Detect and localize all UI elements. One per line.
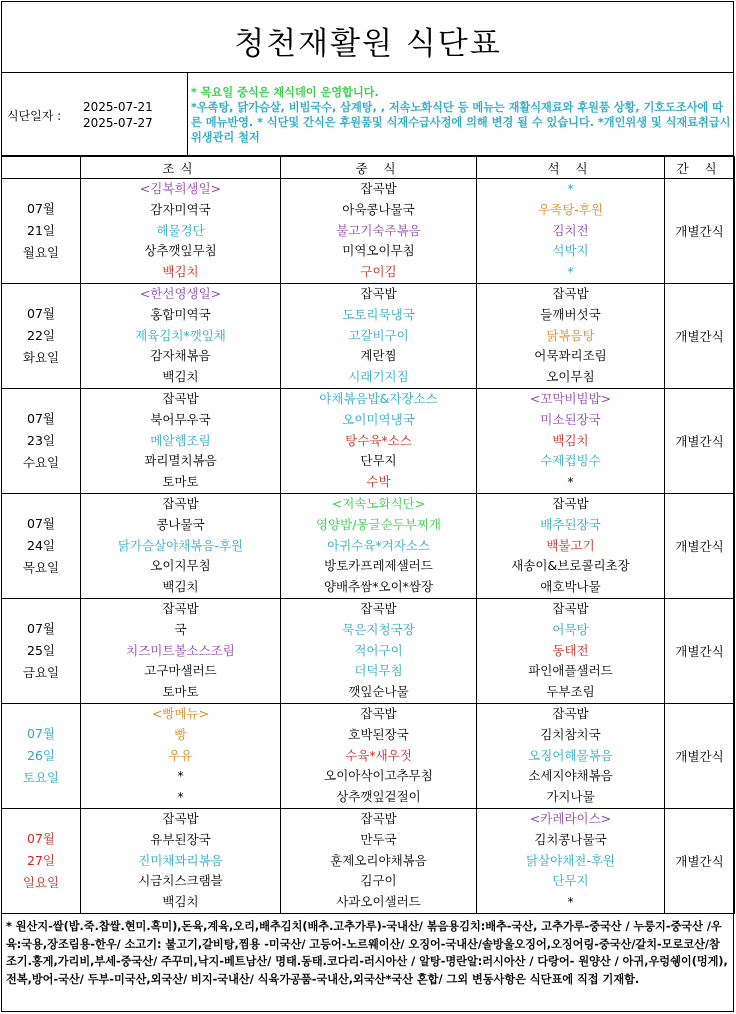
date-cell: [2, 284, 81, 389]
menu-item: *: [567, 474, 574, 490]
date-weekday: 토요일: [22, 770, 60, 785]
menu-item: 애호박나물: [540, 579, 601, 595]
menu-item: 만두국: [360, 831, 397, 847]
date-cell: [2, 809, 81, 914]
menu-item: 제육김치*깻잎채: [135, 327, 226, 343]
menu-item: 잡곡밥: [360, 811, 397, 826]
menu-item: 훈제오리야채볶음: [330, 852, 427, 868]
menu-item: 고구마샐러드: [144, 663, 217, 679]
menu-item: 영양밥/몽글순두부찌개: [316, 516, 441, 532]
menu-item: 아귀수육*겨자소스: [327, 537, 430, 553]
column-header-snack: 간 식: [665, 157, 735, 179]
menu-item: 적어구이: [354, 642, 403, 658]
menu-item: 사과오이샐러드: [336, 894, 421, 910]
date-cell: [2, 179, 81, 284]
menu-item: 파인애플샐러드: [528, 663, 613, 679]
menu-item: <김복희생일>: [139, 181, 222, 196]
menu-item: 잡곡밥: [162, 601, 199, 616]
date-day: 27일: [27, 853, 55, 868]
menu-item: 시금치스크램블: [138, 873, 223, 889]
menu-item: <저속노화식단>: [331, 496, 426, 511]
menu-item: 고갈비구이: [348, 327, 409, 343]
menu-item: 김치전: [552, 222, 589, 238]
menu-item: 홍합미역국: [150, 306, 211, 322]
menu-item: 시래기지짐: [348, 369, 409, 385]
date-day: 21일: [27, 223, 55, 238]
menu-item: 우족탕-후원: [538, 201, 603, 217]
header-notes: [191, 85, 731, 145]
date-day: 23일: [27, 433, 55, 448]
menu-item: *: [567, 894, 574, 910]
dinner-cell: [477, 599, 665, 704]
menu-item: 양배추쌈*오이*쌈장: [323, 579, 434, 595]
lunch-cell: [281, 389, 477, 494]
date-day: 25일: [27, 643, 55, 658]
day-row: [2, 494, 735, 599]
menu-item: 묵은지청국장: [342, 621, 415, 637]
date-cell: [2, 599, 81, 704]
menu-item: 가지나물: [546, 789, 595, 805]
lunch-cell: [281, 599, 477, 704]
lunch-cell: [281, 704, 477, 809]
menu-item: 진미채꽈리볶음: [138, 852, 223, 868]
snack-cell: 개별간식: [665, 284, 735, 389]
column-header-dinner: 석 식: [477, 157, 665, 179]
menu-item: 꽈리멸치볶음: [144, 453, 217, 469]
menu-item: 석박지: [552, 243, 589, 259]
menu-item: 메알햄조림: [150, 432, 211, 448]
menu-item: 잡곡밥: [360, 601, 397, 616]
period-label: 식단일자 :: [7, 109, 62, 123]
date-month: 07월: [27, 201, 55, 216]
lunch-cell: [281, 284, 477, 389]
menu-item: 미역오이무침: [342, 243, 415, 259]
date-weekday: 목요일: [22, 560, 60, 575]
dinner-cell: [477, 179, 665, 284]
header-panel: [1, 72, 734, 156]
menu-item: 닭살야채전-후원: [525, 852, 616, 868]
menu-item: 새송이&브로콜리초장: [511, 558, 630, 574]
menu-item: 백김치: [162, 369, 199, 385]
menu-item: 토마토: [162, 474, 199, 490]
date-month: 07월: [27, 831, 55, 846]
dinner-cell: [477, 809, 665, 914]
day-row: [2, 599, 735, 704]
menu-item: 해물경단: [156, 222, 205, 238]
menu-item: 깻잎순나물: [348, 684, 409, 700]
column-header-lunch: 중 식: [281, 157, 477, 179]
menu-item: *: [177, 768, 184, 784]
note-menu-policy: [191, 100, 731, 145]
menu-item: 더덕무침: [354, 663, 403, 679]
menu-item: 도토리묵냉국: [342, 306, 415, 322]
dinner-cell: [477, 389, 665, 494]
day-row: [2, 704, 735, 809]
breakfast-cell: [81, 389, 281, 494]
date-month: 07월: [27, 516, 55, 531]
menu-table: [1, 156, 735, 914]
date-weekday: 화요일: [22, 350, 60, 365]
page-title: 청천재활원 식단표: [234, 26, 502, 62]
lunch-cell: [281, 494, 477, 599]
menu-item: 잡곡밥: [162, 391, 199, 406]
menu-body: [2, 179, 735, 914]
menu-item: 국: [174, 621, 187, 637]
breakfast-cell: [81, 704, 281, 809]
menu-item: 상추깻잎겉절이: [336, 789, 421, 805]
menu-item: 구이김: [360, 264, 397, 280]
menu-item: 불고기숙주볶음: [336, 222, 421, 238]
dinner-cell: [477, 494, 665, 599]
date-weekday: 일요일: [22, 875, 60, 890]
date-cell: [2, 389, 81, 494]
menu-item: 오이미역냉국: [342, 411, 415, 427]
menu-item: 백김치: [552, 432, 589, 448]
date-month: 07월: [27, 306, 55, 321]
menu-item: 탕수육*소스: [345, 432, 412, 448]
date-weekday: 금요일: [22, 665, 60, 680]
menu-item: 백김치: [162, 894, 199, 910]
menu-item: 백김치: [162, 579, 199, 595]
menu-item: 오이지무침: [150, 558, 211, 574]
menu-item: <카레라이스>: [529, 811, 612, 826]
menu-item: 잡곡밥: [162, 811, 199, 826]
breakfast-cell: [81, 494, 281, 599]
date-month: 07월: [27, 411, 55, 426]
note-change-notice: 상황, 기호도조사에 따른 메뉴반영. * 식단및 간식은 후원품및 식재수급사정에 의해 변경 될 수 있습니다. *개인위생 및 식재료취급시 위생관리 철저: [191, 101, 731, 144]
menu-item: 오이무침: [546, 369, 595, 385]
menu-item: 빵: [174, 726, 187, 742]
menu-item: 수박: [366, 474, 391, 490]
menu-item: 콩나물국: [156, 516, 205, 532]
date-from: 2025-07-21: [83, 100, 153, 114]
menu-item: *: [567, 181, 574, 196]
menu-item: 잡곡밥: [162, 496, 199, 511]
date-weekday: 월요일: [22, 245, 60, 260]
menu-item: 오징어해물볶음: [528, 747, 613, 763]
date-to: 2025-07-27: [83, 116, 153, 130]
menu-item: 배추된장국: [540, 516, 601, 532]
menu-item: <빵메뉴>: [151, 706, 210, 721]
snack-cell: 개별간식: [665, 389, 735, 494]
snack-cell: 개별간식: [665, 599, 735, 704]
day-row: [2, 179, 735, 284]
date-month: 07월: [27, 726, 55, 741]
menu-item: 미소된장국: [540, 411, 601, 427]
note-menu-policy-text: *우족탕, 닭가슴살, 비빔국수, 삼계탕, , 저속노화식단 등 메뉴는 재활식재료와 후원품: [191, 101, 610, 114]
snack-cell: 개별간식: [665, 809, 735, 914]
menu-item: 잡곡밥: [360, 706, 397, 721]
menu-item: 두부조림: [546, 684, 595, 700]
menu-item: 감자미역국: [150, 201, 211, 217]
snack-cell: 개별간식: [665, 179, 735, 284]
menu-item: 상추깻잎무침: [144, 243, 217, 259]
menu-item: 수육*새우젓: [345, 747, 412, 763]
menu-item: 닭볶음탕: [546, 327, 595, 343]
menu-item: 잡곡밥: [360, 181, 397, 196]
menu-item: 닭가슴살야채볶음-후원: [117, 537, 244, 553]
day-row: [2, 284, 735, 389]
breakfast-cell: [81, 599, 281, 704]
menu-item: 북어무우국: [150, 411, 211, 427]
menu-item: 동태전: [552, 642, 589, 658]
menu-item: 치즈미트볼소스조림: [126, 642, 235, 658]
day-row: [2, 809, 735, 914]
date-day: 24일: [27, 538, 55, 553]
date-cell: [2, 704, 81, 809]
menu-item: 잡곡밥: [552, 286, 589, 301]
date-cell: [2, 494, 81, 599]
menu-item: 잡곡밥: [552, 496, 589, 511]
menu-item: *: [567, 264, 574, 280]
menu-item: 토마토: [162, 684, 199, 700]
menu-item: <한선영생일>: [139, 286, 222, 301]
menu-item: 호박된장국: [348, 726, 409, 742]
menu-item: 소세지야채볶음: [528, 768, 613, 784]
date-day: 22일: [27, 328, 55, 343]
lunch-cell: [281, 179, 477, 284]
snack-cell: 개별간식: [665, 494, 735, 599]
breakfast-cell: [81, 809, 281, 914]
dinner-cell: [477, 704, 665, 809]
dinner-cell: [477, 284, 665, 389]
menu-item: 들깨버섯국: [540, 306, 601, 322]
menu-item: 아욱콩나물국: [342, 201, 415, 217]
column-header-row: [2, 157, 735, 179]
menu-item: 백김치: [162, 264, 199, 280]
menu-item: 백불고기: [546, 537, 595, 553]
menu-item: 단무지: [552, 873, 589, 889]
date-month: 07월: [27, 621, 55, 636]
menu-item: *: [177, 789, 184, 805]
breakfast-cell: [81, 284, 281, 389]
column-header-breakfast: 조식: [81, 157, 281, 179]
snack-cell: 개별간식: [665, 704, 735, 809]
header-divider: [187, 73, 188, 156]
menu-item: 김치콩나물국: [534, 831, 607, 847]
menu-item: 김구이: [360, 873, 397, 889]
menu-item: 유부된장국: [150, 831, 211, 847]
menu-item: <꼬막비빔밥>: [529, 391, 612, 406]
menu-item: 계란찜: [360, 348, 397, 364]
menu-item: 잡곡밥: [360, 286, 397, 301]
menu-item: 수제컵빙수: [540, 453, 601, 469]
origin-footnote: * 원산지-쌀(밥.죽.찹쌀.현미.흑미),돈육,계육,오리,배추김치(배추.고추가루)-국내산/ 볶음용김치:배추-국산, 고추가루-중국산 / 누룽지-중국산 /우육:국용,장조림용-한우/ 소고기: 불고기,갈비탕,찜용 -미국산/ 고등어-노르웨이산/ 오징어-국내산/솔방울오징어,오징어링-중국산/갈치-모로코산/참조기.홍게,가리비,부세-중국산/ 주꾸미,낙지-베트남산/ 명태.동태.코다리-러시아산 / 알탕-명란알:러시아산 / 다랑어- 원양산 / 아귀,우렁쉥이(멍게),전복,방어-국산/ 두부-미국산,외국산/ 비지-국내산/ 식육가공품-국내산,외국산*국산 혼합/ 그외 변동사항은 식단표에 직접 기재함.: [6, 920, 728, 986]
menu-item: 잡곡밥: [552, 601, 589, 616]
menu-item: 어묵꽈리조림: [534, 348, 607, 364]
menu-item: 방토카프레제샐러드: [324, 558, 433, 574]
breakfast-cell: [81, 179, 281, 284]
date-weekday: 수요일: [22, 455, 60, 470]
column-header-date: [2, 157, 81, 179]
menu-item: 김치참치국: [540, 726, 601, 742]
menu-item: 어묵탕: [552, 621, 589, 637]
day-row: [2, 389, 735, 494]
menu-item: 오이아삭이고추무침: [324, 768, 433, 784]
lunch-cell: [281, 809, 477, 914]
menu-item: 우유: [168, 747, 193, 763]
menu-item: 감자채볶음: [150, 348, 211, 364]
menu-item: 야채볶음밥&자장소스: [319, 391, 438, 406]
period-dates: [83, 99, 153, 131]
menu-item: 잡곡밥: [552, 706, 589, 721]
note-vegetarian-day: * 목요일 중식은 채식데이 운영합니다.: [191, 86, 379, 99]
menu-item: 단무지: [360, 453, 397, 469]
date-day: 26일: [27, 748, 55, 763]
